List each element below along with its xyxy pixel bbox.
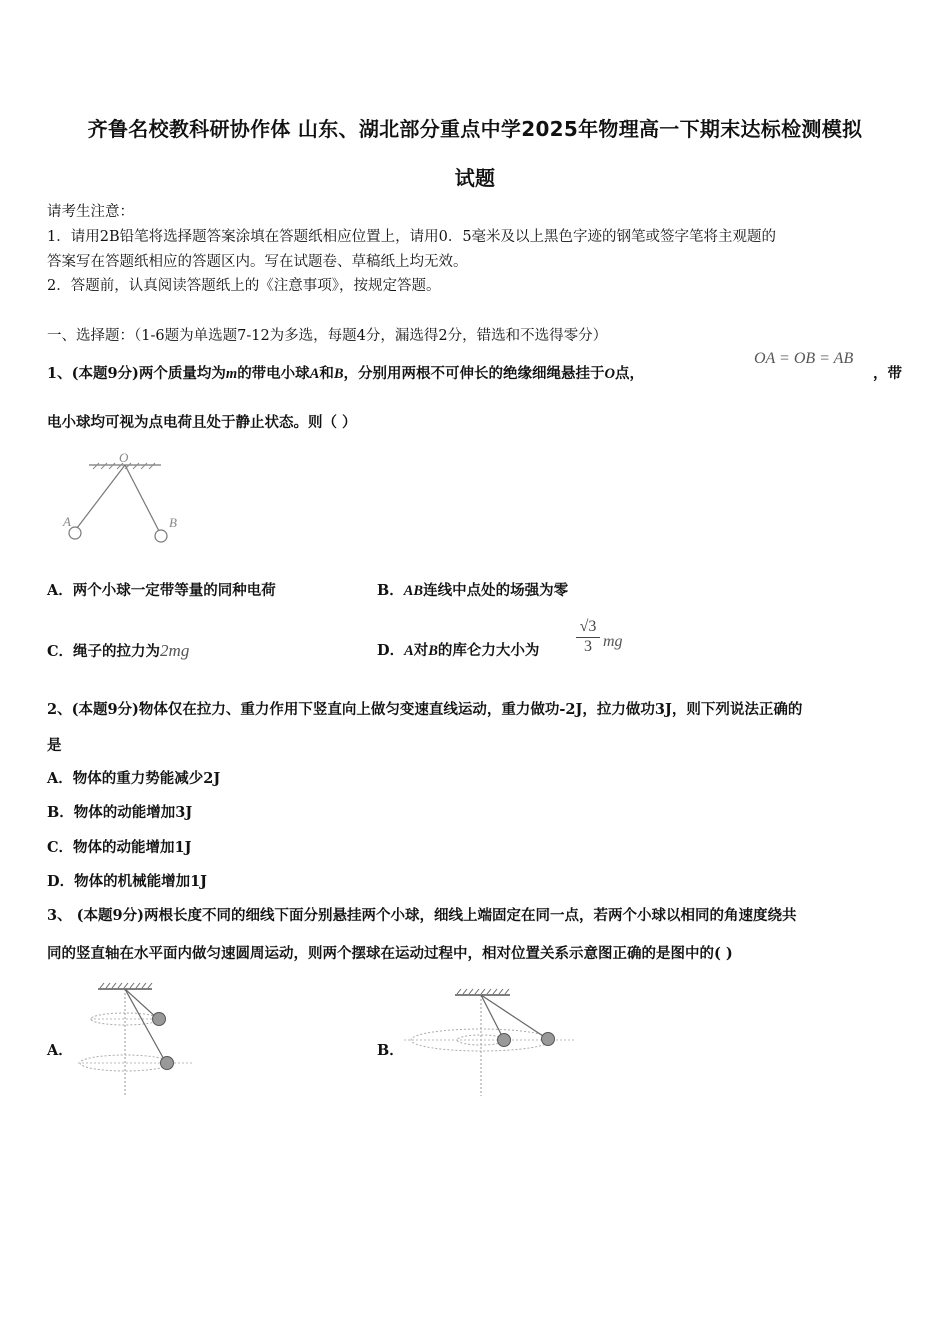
- page-title-line2: 试题: [454, 166, 496, 190]
- q1-option-d-var-B: B: [428, 643, 438, 659]
- notice-item-1a: 1．请用2B铅笔将选择题答案涂填在答题纸相应位置上，请用0．5毫米及以上黑色字迹的钢笔或签字笔将主观题的: [47, 229, 777, 245]
- q1-option-d-denominator: 3: [584, 638, 592, 655]
- q3-figure-b: [400, 988, 580, 1098]
- q1-option-d-text-2: 的库仑力大小为: [437, 642, 540, 659]
- q2-option-c: C．物体的动能增加1J: [47, 839, 192, 856]
- q1-text-and: 和: [319, 365, 334, 382]
- q1-pendulum-figure: [55, 445, 195, 545]
- q2-stem-line2: 是: [47, 737, 62, 754]
- q1-option-b-var: AB: [403, 583, 424, 599]
- q1-var-O: O: [604, 366, 616, 382]
- q1-text-3: 点，: [615, 365, 645, 382]
- q1-stem-tail: ，带: [873, 365, 902, 382]
- q1-stem-line1: [47, 364, 644, 384]
- q1-stem-line2: 电小球均可视为点电荷且处于静止状态。则（ ）: [47, 414, 357, 431]
- q1-var-A: A: [309, 366, 320, 382]
- q1-formula: OA = OB = AB: [754, 350, 854, 367]
- notice-item-1b: 答案写在答题纸相应的答题区内。写在试题卷、草稿纸上均无效。: [47, 254, 468, 270]
- q1-text-1: 的带电小球: [237, 365, 310, 382]
- q1-option-c-text: C．绳子的拉力为: [47, 643, 161, 660]
- section-heading: 一、选择题：（1-6题为单选题7-12为多选，每题4分，漏选得2分，错选和不选得零分）: [47, 328, 608, 344]
- q3-figure-a: [70, 982, 200, 1097]
- q1-option-d-mg: mg: [603, 633, 623, 650]
- q2-option-d: D．物体的机械能增加1J: [47, 873, 208, 890]
- q1-option-d-text-1: 对: [413, 642, 429, 659]
- q1-figure-label-O: O: [119, 450, 129, 465]
- q1-option-b: [377, 581, 568, 601]
- q1-text-2: ，分别用两根不可伸长的绝缘细绳悬挂于: [343, 365, 605, 382]
- q3-option-a-label: A．: [47, 1042, 73, 1059]
- q2-option-a: A．物体的重力势能减少2J: [47, 770, 221, 787]
- q3-stem-line2: 同的竖直轴在水平面内做匀速圆周运动，则两个摆球在运动过程中，相对位置关系示意图正确的是图中的( ): [47, 945, 733, 962]
- notice-item-2: 2．答题前，认真阅读答题纸上的《注意事项》，按规定答题。: [47, 278, 441, 294]
- q1-var-m: m: [225, 366, 238, 382]
- q3-stem-line1: 3、 (本题9分)两根长度不同的细线下面分别悬挂两个小球，细线上端固定在同一点，若两个小球以相同的角速度绕共: [47, 907, 797, 924]
- q1-option-d-label: D．: [377, 642, 405, 659]
- q2-option-b: B．物体的动能增加3J: [47, 804, 193, 821]
- q1-figure-label-A: A: [63, 514, 71, 529]
- q1-option-d-fraction: [576, 618, 600, 656]
- q1-option-b-text: 连线中点处的场强为零: [423, 582, 569, 599]
- notice-heading: 请考生注意：: [47, 204, 134, 220]
- q3-option-b-label: B．: [377, 1042, 404, 1059]
- q1-figure-label-B: B: [169, 515, 177, 530]
- q1-option-c-math: 2mg: [160, 641, 190, 660]
- q1-prefix: 1、(本题9分)两个质量均为: [47, 365, 226, 382]
- q1-var-B: B: [333, 366, 344, 382]
- q1-option-b-label: B．: [377, 582, 404, 599]
- q1-option-d-var-A: A: [404, 643, 414, 659]
- q2-stem-line1: 2、(本题9分)物体仅在拉力、重力作用下竖直向上做匀变速直线运动，重力做功-2J，拉力做功3J，则下列说法正确的: [47, 701, 803, 718]
- q1-option-c: [47, 641, 189, 662]
- q1-option-d: [377, 641, 539, 661]
- q1-option-a: A．两个小球一定带等量的同种电荷: [47, 582, 276, 599]
- q1-option-d-numerator: √3: [576, 618, 600, 638]
- page-title-line1: 齐鲁名校教科研协作体 山东、湖北部分重点中学2025年物理高一下期末达标检测模拟: [87, 117, 863, 141]
